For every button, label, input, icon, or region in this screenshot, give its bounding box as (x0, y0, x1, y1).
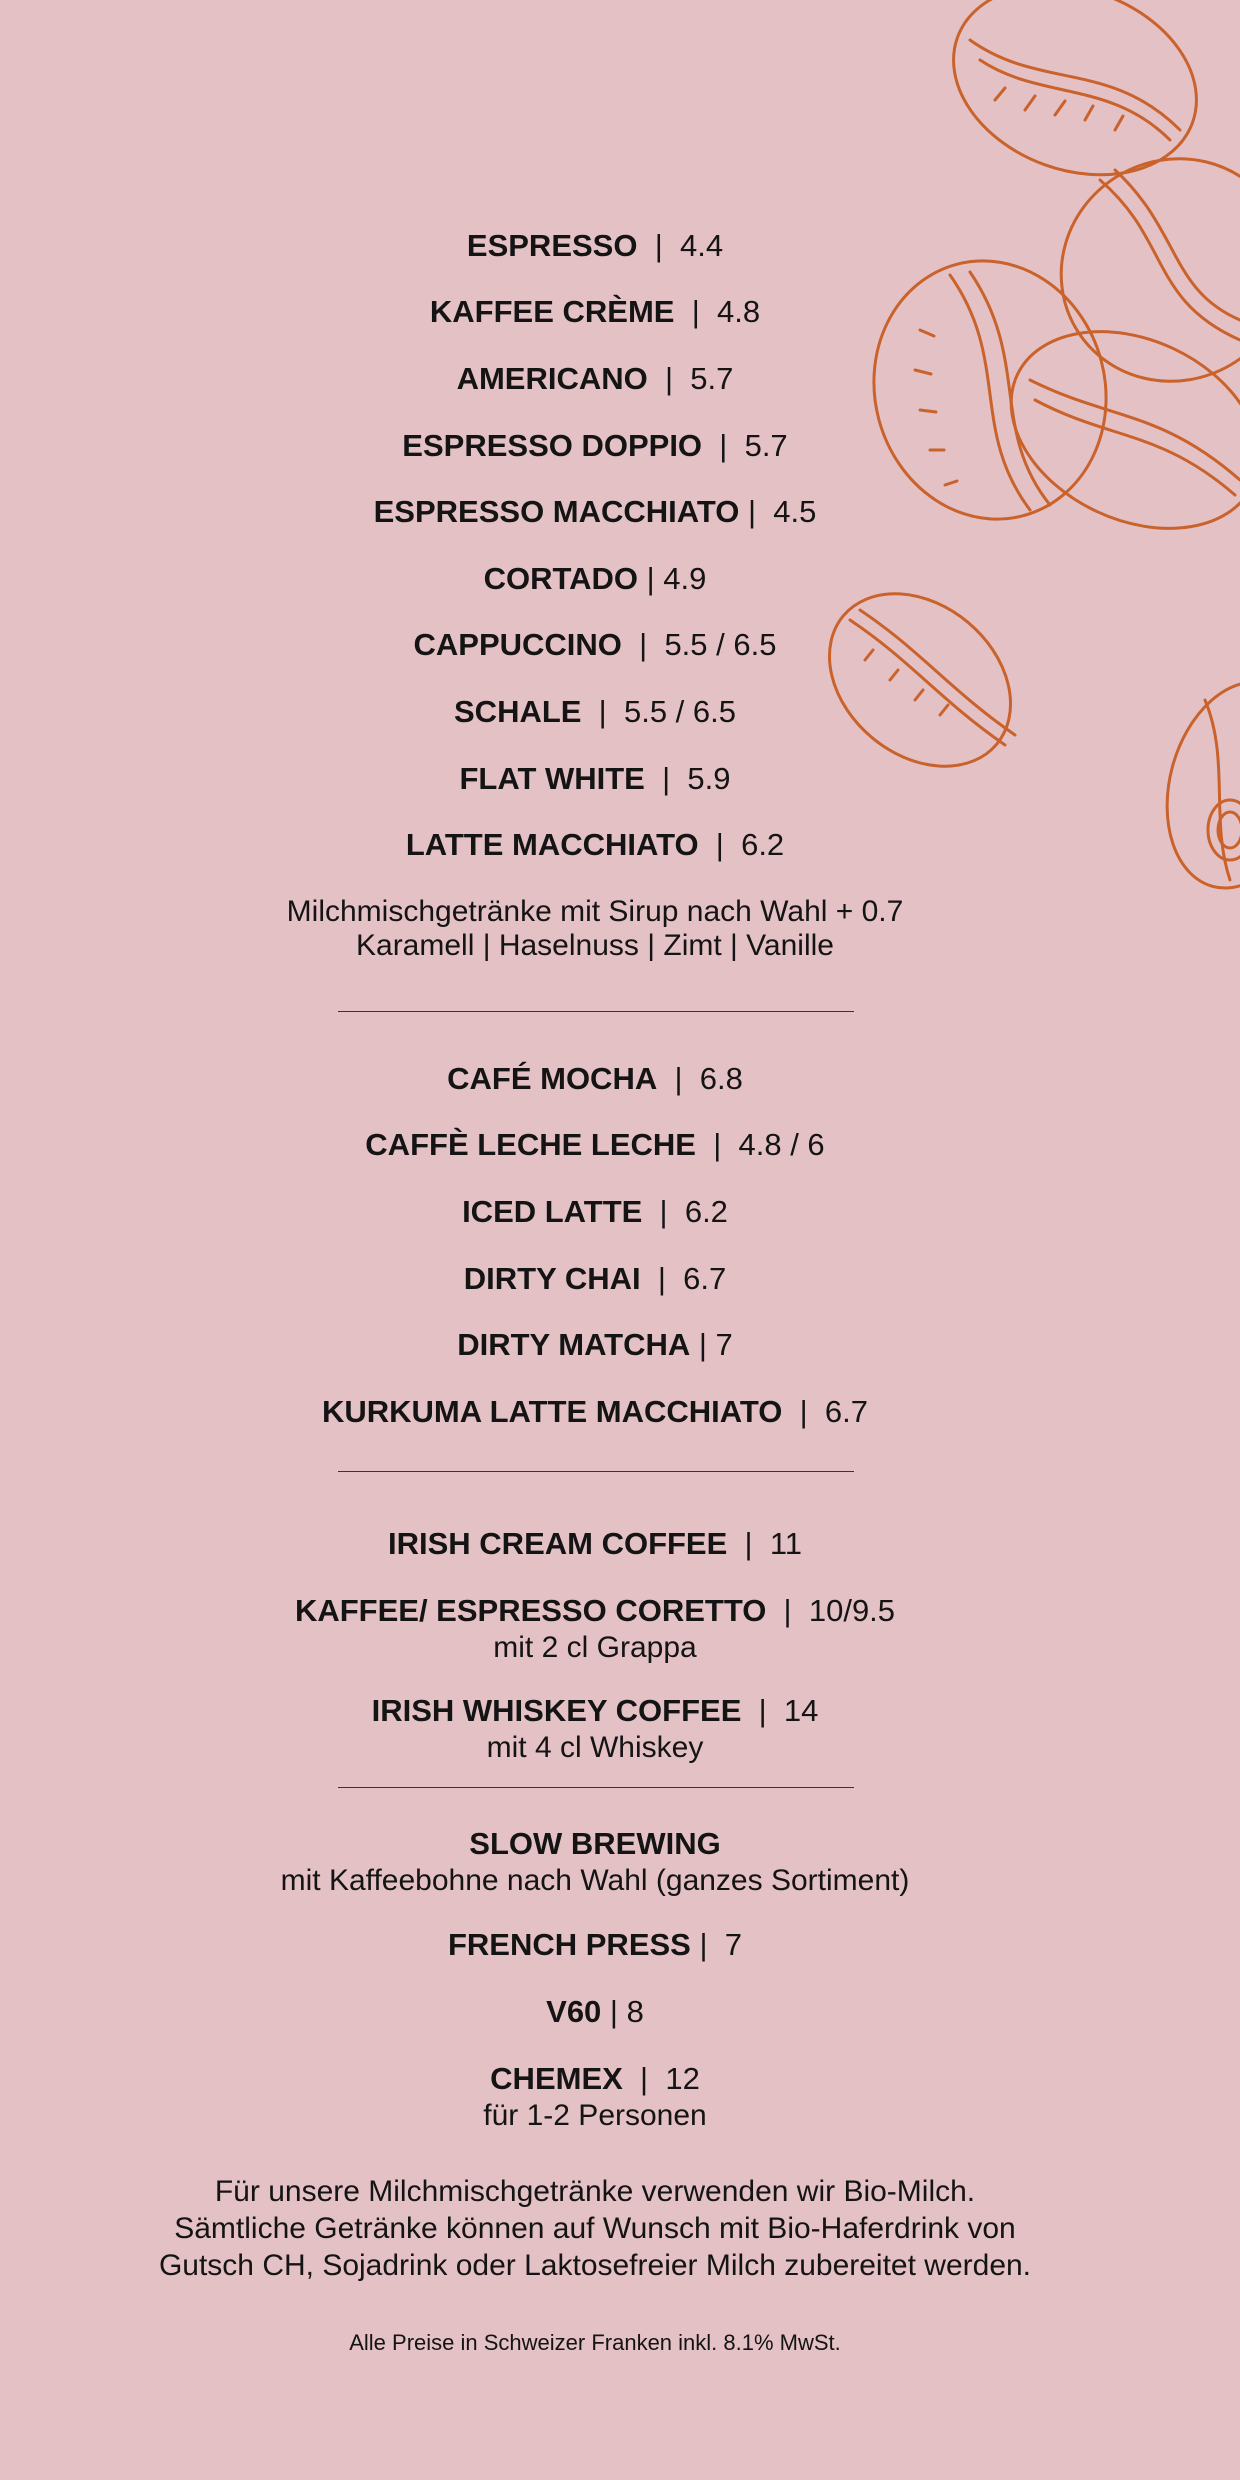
menu-item-iced-latte: ICED LATTE | 6.2 (462, 1194, 728, 1229)
item-name: LATTE MACCHIATO (405, 827, 699, 862)
item-name: CAPPUCCINO (413, 627, 622, 662)
sirup-note-line: Milchmischgetränke mit Sirup nach Wahl + 0.7 (286, 895, 904, 928)
item-name: KAFFEE CRÈME (429, 294, 675, 329)
item-name: SCHALE (454, 694, 582, 729)
menu-item-schale: SCHALE | 5.5 / 6.5 (454, 694, 736, 729)
item-name: DIRTY MATCHA (457, 1327, 691, 1362)
item-name: CAFÉ MOCHA (447, 1061, 658, 1096)
menu-item-irish-whiskey-coffee: IRISH WHISKEY COFFEE | 14 mit 4 cl Whiskey (0, 1691, 1190, 1765)
item-name: ESPRESSO MACCHIATO (373, 494, 740, 529)
item-price: 12 (665, 2061, 700, 2096)
item-name: FRENCH PRESS (447, 1927, 691, 1962)
section-divider (338, 1011, 854, 1012)
item-price: 5.5 / 6.5 (623, 694, 736, 729)
menu-item-latte-macchiato: LATTE MACCHIATO | 6.2 (405, 827, 785, 862)
menu-item-dirty-matcha: DIRTY MATCHA | 7 (457, 1327, 733, 1362)
item-name: ESPRESSO DOPPIO (402, 428, 703, 463)
menu-item-espresso-doppio: ESPRESSO DOPPIO | 5.7 (402, 428, 788, 463)
coffee-bean-icon (927, 0, 1223, 207)
menu-item-irish-cream-coffee: IRISH CREAM COFFEE | 11 (388, 1526, 802, 1561)
menu-item-cortado: CORTADO | 4.9 (483, 561, 707, 596)
item-subtitle: für 1-2 Personen (483, 2099, 707, 2132)
menu-item-chemex: CHEMEX | 12 für 1-2 Personen (0, 2059, 1190, 2133)
item-price: 6.2 (741, 827, 785, 862)
menu-item-espresso-macchiato: ESPRESSO MACCHIATO | 4.5 (373, 494, 817, 529)
item-name: ICED LATTE (462, 1194, 643, 1229)
slow-brewing-heading (0, 1824, 1190, 1898)
prices-note: Alle Preise in Schweizer Franken inkl. 8.1% MwSt. (349, 2330, 841, 2355)
menu-item-flat-white: FLAT WHITE | 5.9 (459, 761, 731, 796)
item-name: DIRTY CHAI (463, 1261, 641, 1296)
milk-info-line: Sämtliche Getränke können auf Wunsch mit Bio-Haferdrink von (174, 2212, 1016, 2245)
item-name: IRISH WHISKEY COFFEE (371, 1693, 742, 1728)
item-name: KURKUMA LATTE MACCHIATO (322, 1394, 783, 1429)
item-price: 5.7 (744, 428, 788, 463)
item-price: 7 (724, 1927, 743, 1962)
item-price: 5.9 (687, 761, 731, 796)
section-divider (338, 1787, 854, 1788)
section-divider (338, 1471, 854, 1472)
menu-item-dirty-chai: DIRTY CHAI | 6.7 (463, 1261, 727, 1296)
item-price: 11 (769, 1526, 802, 1561)
item-price: 6.7 (683, 1261, 727, 1296)
item-price: 10/9.5 (808, 1593, 896, 1628)
sirup-flavors-line: Karamell | Haselnuss | Zimt | Vanille (356, 929, 834, 962)
item-name: CHEMEX (490, 2061, 623, 2096)
section-title: SLOW BREWING (469, 1826, 721, 1861)
item-price: 4.8 / 6 (738, 1127, 825, 1162)
section-subtitle: mit Kaffeebohne nach Wahl (ganzes Sortiment) (280, 1864, 910, 1897)
menu-item-cafe-mocha: CAFÉ MOCHA | 6.8 (447, 1061, 743, 1096)
item-price: 4.8 (716, 294, 761, 329)
item-price: 7 (715, 1327, 733, 1362)
menu-item-americano: AMERICANO | 5.7 (456, 361, 734, 396)
milk-info-note (0, 2173, 1190, 2284)
menu-item-kaffee-creme: KAFFEE CRÈME | 4.8 (429, 294, 761, 329)
item-subtitle: mit 4 cl Whiskey (486, 1731, 704, 1764)
menu-item-kurkuma-latte-macchiato: KURKUMA LATTE MACCHIATO | 6.7 (322, 1394, 868, 1429)
menu-item-kaffee-espresso-coretto: KAFFEE/ ESPRESSO CORETTO | 10/9.5 mit 2 cl Grappa (0, 1591, 1190, 1665)
item-price: 14 (783, 1693, 819, 1728)
item-price: 8 (626, 1994, 644, 2029)
item-name: CAFFÈ LECHE LECHE (365, 1127, 696, 1162)
item-name: FLAT WHITE (459, 761, 645, 796)
item-price: 5.7 (690, 361, 734, 396)
item-name: IRISH CREAM COFFEE (388, 1526, 728, 1561)
menu-item-espresso: ESPRESSO | 4.4 (466, 228, 724, 263)
menu-item-caffe-leche-leche: CAFFÈ LECHE LECHE | 4.8 / 6 (365, 1127, 825, 1162)
item-price: 5.5 / 6.5 (664, 627, 777, 662)
menu-item-french-press: FRENCH PRESS | 7 (447, 1927, 743, 1962)
item-price: 6.7 (824, 1394, 868, 1429)
item-name: CORTADO (483, 561, 639, 596)
item-name: AMERICANO (456, 361, 648, 396)
item-subtitle: mit 2 cl Grappa (493, 1631, 697, 1664)
item-price: 4.9 (663, 561, 707, 596)
item-price: 6.8 (699, 1061, 743, 1096)
milk-info-line: Für unsere Milchmischgetränke verwenden wir Bio-Milch. (214, 2175, 976, 2208)
item-name: KAFFEE/ ESPRESSO CORETTO (294, 1593, 767, 1628)
sirup-note (0, 895, 1190, 963)
item-price: 6.2 (684, 1194, 728, 1229)
item-name: ESPRESSO (466, 228, 638, 263)
menu-item-v60: V60 | 8 (546, 1994, 644, 2029)
item-price: 4.5 (773, 494, 817, 529)
milk-info-line: Gutsch CH, Sojadrink oder Laktosefreier Milch zubereitet werden. (158, 2249, 1032, 2282)
item-price: 4.4 (679, 228, 724, 263)
menu-item-cappuccino: CAPPUCCINO | 5.5 / 6.5 (413, 627, 777, 662)
item-name: V60 (546, 1994, 602, 2029)
